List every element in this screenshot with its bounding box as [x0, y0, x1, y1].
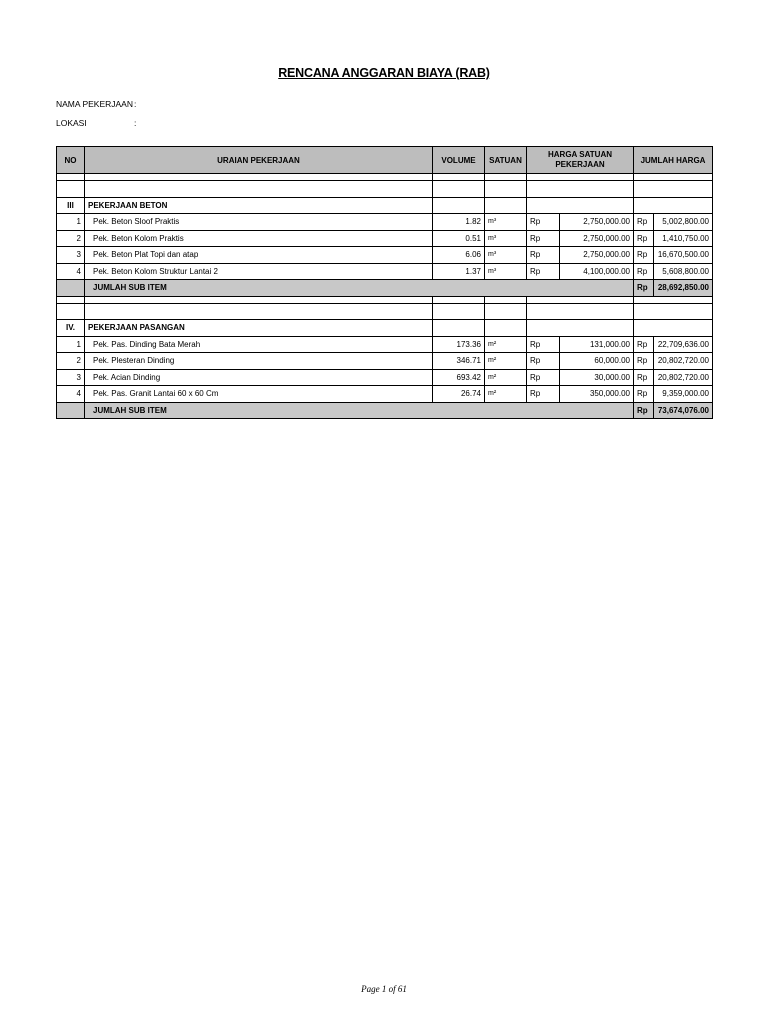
- item-volume: 1.82: [433, 214, 485, 231]
- item-desc: Pek. Pas. Granit Lantai 60 x 60 Cm: [85, 386, 433, 403]
- blank-jumlah: [634, 303, 713, 320]
- item-volume: 346.71: [433, 353, 485, 370]
- item-total: 5,002,800.00: [654, 214, 713, 231]
- item-unit: m³: [485, 214, 527, 231]
- item-price: 2,750,000.00: [560, 214, 634, 231]
- item-desc: Pek. Beton Plat Topi dan atap: [85, 247, 433, 264]
- blank-no: [57, 296, 85, 303]
- item-desc: Pek. Beton Kolom Struktur Lantai 2: [85, 263, 433, 280]
- item-total-currency: Rp: [634, 214, 654, 231]
- table-row: [57, 230, 713, 247]
- blank-jumlah: [634, 174, 713, 181]
- blank-harga: [527, 181, 634, 198]
- item-total: 16,670,500.00: [654, 247, 713, 264]
- item-total-currency: Rp: [634, 336, 654, 353]
- blank-harga: [527, 296, 634, 303]
- item-volume: 0.51: [433, 230, 485, 247]
- blank-uraian: [85, 181, 433, 198]
- item-volume: 173.36: [433, 336, 485, 353]
- blank-uraian: [85, 303, 433, 320]
- item-volume: 26.74: [433, 386, 485, 403]
- item-total-currency: Rp: [634, 247, 654, 264]
- subtotal-currency: Rp: [634, 280, 654, 297]
- item-no: 4: [57, 386, 85, 403]
- item-price: 4,100,000.00: [560, 263, 634, 280]
- item-price: 350,000.00: [560, 386, 634, 403]
- item-total: 9,359,000.00: [654, 386, 713, 403]
- section-harga: [527, 197, 634, 214]
- header-volume: VOLUME: [433, 147, 485, 174]
- rab-table: [56, 146, 713, 419]
- item-total-currency: Rp: [634, 386, 654, 403]
- subtotal-currency: Rp: [634, 402, 654, 419]
- subtotal-no: [57, 280, 85, 297]
- blank-row: [57, 181, 713, 198]
- blank-no: [57, 174, 85, 181]
- item-desc: Pek. Acian Dinding: [85, 369, 433, 386]
- item-unit: m³: [485, 263, 527, 280]
- item-total: 1,410,750.00: [654, 230, 713, 247]
- item-price-currency: Rp: [527, 369, 560, 386]
- section-name: PEKERJAAN PASANGAN: [85, 320, 433, 337]
- section-no: III: [57, 197, 85, 214]
- item-price-currency: Rp: [527, 230, 560, 247]
- table-row: [57, 353, 713, 370]
- blank-volume: [433, 303, 485, 320]
- header-satuan: SATUAN: [485, 147, 527, 174]
- blank-no: [57, 181, 85, 198]
- item-total-currency: Rp: [634, 369, 654, 386]
- page-footer: Page 1 of 61: [361, 984, 407, 994]
- item-price: 131,000.00: [560, 336, 634, 353]
- subtotal-row: [57, 280, 713, 297]
- section-jumlah: [634, 197, 713, 214]
- item-no: 4: [57, 263, 85, 280]
- item-unit: m³: [485, 247, 527, 264]
- item-price-currency: Rp: [527, 263, 560, 280]
- subtotal-value: 73,674,076.00: [654, 402, 713, 419]
- item-volume: 6.06: [433, 247, 485, 264]
- item-price-currency: Rp: [527, 214, 560, 231]
- item-unit: m²: [485, 353, 527, 370]
- item-no: 3: [57, 369, 85, 386]
- item-price-currency: Rp: [527, 336, 560, 353]
- blank-uraian: [85, 296, 433, 303]
- item-no: 2: [57, 353, 85, 370]
- item-volume: 693.42: [433, 369, 485, 386]
- blank-row: [57, 303, 713, 320]
- section-satuan: [485, 320, 527, 337]
- item-total-currency: Rp: [634, 353, 654, 370]
- item-price: 30,000.00: [560, 369, 634, 386]
- item-price-currency: Rp: [527, 386, 560, 403]
- section-header-row: [57, 197, 713, 214]
- section-volume: [433, 320, 485, 337]
- table-row: [57, 336, 713, 353]
- header-no: NO: [57, 147, 85, 174]
- item-unit: m²: [485, 336, 527, 353]
- colon: :: [134, 118, 137, 128]
- item-desc: Pek. Beton Kolom Praktis: [85, 230, 433, 247]
- item-unit: m²: [485, 386, 527, 403]
- header-harga-satuan: HARGA SATUAN PEKERJAAN: [527, 147, 634, 174]
- table-row: [57, 247, 713, 264]
- blank-harga: [527, 303, 634, 320]
- blank-no: [57, 303, 85, 320]
- blank-harga: [527, 174, 634, 181]
- nama-pekerjaan-row: [56, 99, 136, 109]
- item-total: 22,709,636.00: [654, 336, 713, 353]
- item-no: 3: [57, 247, 85, 264]
- rab-body: [57, 174, 713, 419]
- blank-volume: [433, 181, 485, 198]
- section-harga: [527, 320, 634, 337]
- item-total: 20,802,720.00: [654, 353, 713, 370]
- item-no: 2: [57, 230, 85, 247]
- subtotal-value: 28,692,850.00: [654, 280, 713, 297]
- item-price: 2,750,000.00: [560, 230, 634, 247]
- blank-volume: [433, 296, 485, 303]
- item-total: 5,608,800.00: [654, 263, 713, 280]
- item-total-currency: Rp: [634, 230, 654, 247]
- item-price: 60,000.00: [560, 353, 634, 370]
- item-total: 20,802,720.00: [654, 369, 713, 386]
- table-row: [57, 386, 713, 403]
- item-price: 2,750,000.00: [560, 247, 634, 264]
- table-row: [57, 214, 713, 231]
- blank-uraian: [85, 174, 433, 181]
- section-header-row: [57, 320, 713, 337]
- table-row: [57, 263, 713, 280]
- blank-row: [57, 174, 713, 181]
- item-unit: m³: [485, 230, 527, 247]
- lokasi-row: [56, 118, 136, 128]
- section-volume: [433, 197, 485, 214]
- subtotal-row: [57, 402, 713, 419]
- blank-volume: [433, 174, 485, 181]
- blank-row: [57, 296, 713, 303]
- page-title: RENCANA ANGGARAN BIAYA (RAB): [278, 66, 490, 80]
- section-no: IV.: [57, 320, 85, 337]
- item-price-currency: Rp: [527, 247, 560, 264]
- item-no: 1: [57, 336, 85, 353]
- section-jumlah: [634, 320, 713, 337]
- blank-satuan: [485, 296, 527, 303]
- item-desc: Pek. Beton Sloof Praktis: [85, 214, 433, 231]
- item-desc: Pek. Pas. Dinding Bata Merah: [85, 336, 433, 353]
- blank-jumlah: [634, 181, 713, 198]
- item-desc: Pek. Plesteran Dinding: [85, 353, 433, 370]
- subtotal-label: JUMLAH SUB ITEM: [85, 402, 634, 419]
- item-no: 1: [57, 214, 85, 231]
- blank-satuan: [485, 174, 527, 181]
- lokasi-label: LOKASI: [56, 118, 87, 128]
- blank-satuan: [485, 303, 527, 320]
- blank-satuan: [485, 181, 527, 198]
- table-row: [57, 369, 713, 386]
- blank-jumlah: [634, 296, 713, 303]
- subtotal-label: JUMLAH SUB ITEM: [85, 280, 634, 297]
- header-jumlah: JUMLAH HARGA: [634, 147, 713, 174]
- item-total-currency: Rp: [634, 263, 654, 280]
- subtotal-no: [57, 402, 85, 419]
- colon: :: [134, 99, 137, 109]
- item-volume: 1.37: [433, 263, 485, 280]
- header-uraian: URAIAN PEKERJAAN: [85, 147, 433, 174]
- item-unit: m²: [485, 369, 527, 386]
- item-price-currency: Rp: [527, 353, 560, 370]
- section-name: PEKERJAAN BETON: [85, 197, 433, 214]
- header-row: [57, 147, 713, 174]
- nama-pekerjaan-label: NAMA PEKERJAAN: [56, 99, 133, 109]
- section-satuan: [485, 197, 527, 214]
